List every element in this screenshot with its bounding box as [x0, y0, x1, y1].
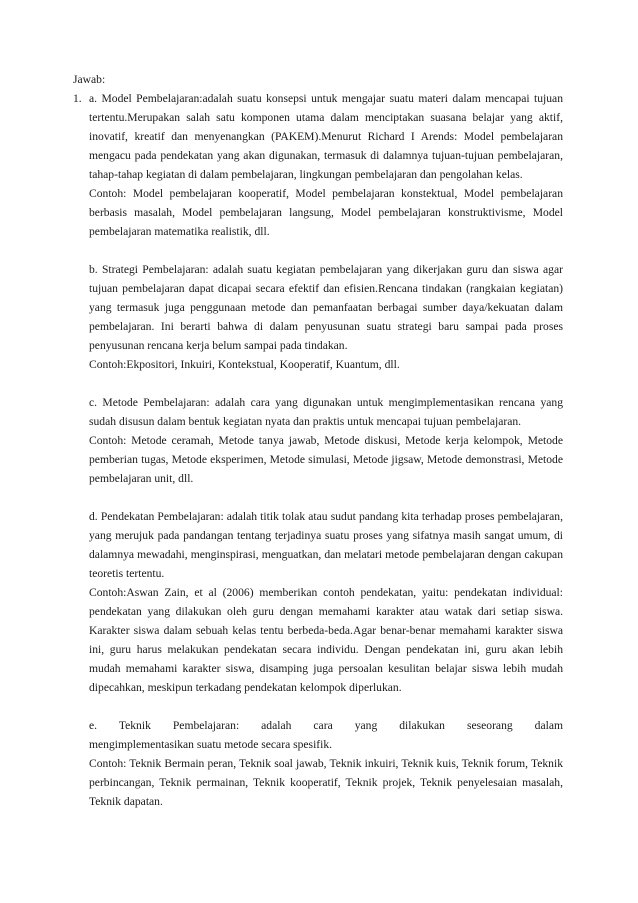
- list-number: 1.: [73, 92, 82, 105]
- section-strategi-pembelajaran: [89, 260, 563, 374]
- example-paragraph: Contoh: Model pembelajaran kooperatif, Model pembelajaran konstektual, Model pembelajaran berbasis masalah, Model pembelajaran langsung, Model pembelajaran konstruktivisme, Model pembelajaran matematika realistik, dll.: [89, 187, 563, 238]
- section-metode-pembelajaran: [89, 393, 563, 488]
- example-paragraph: Contoh: Metode ceramah, Metode tanya jawab, Metode diskusi, Metode kerja kelompok, Metode pemberian tugas, Metode eksperimen, Metode simulasi, Metode jigsaw, Metode demonstrasi, Metode pembelajaran unit, dll.: [89, 434, 563, 485]
- definition-paragraph: b. Strategi Pembelajaran: adalah suatu kegiatan pembelajaran yang dikerjakan guru dan siswa agar tujuan pembelajaran dapat dicapai secara efektif dan efisien.Rencana tindakan (rangkaian kegiatan) yang termasuk juga penggunaan metode dan pemanfaatan berbagai sumber daya/kekuatan dalam pembelajaran. Ini berarti bahwa di dalam penyusunan suatu strategi baru sampai pada proses penyusunan rencana kerja belum sampai pada tindakan.: [89, 263, 563, 352]
- answer-heading: Jawab:: [73, 73, 106, 86]
- document-body: [73, 70, 563, 811]
- example-paragraph: Contoh: Teknik Bermain peran, Teknik soal jawab, Teknik inkuiri, Teknik kuis, Teknik forum, Teknik perbincangan, Teknik permainan, Teknik kooperatif, Teknik projek, Teknik penyelesaian masalah, Teknik dapatan.: [89, 757, 563, 808]
- example-paragraph: Contoh:Aswan Zain, et al (2006) memberikan contoh pendekatan, yaitu: pendekatan individual: pendekatan yang dilakukan oleh guru dengan memahami karakter atau watak dari setiap siswa. Karakter siswa dalam sebuah kelas tentu berbeda-beda.Agar benar-benar memahami karakter siswa ini, guru harus melakukan pendekatan secara individu. Dengan pendekatan ini, guru akan lebih mudah memahami karakter siswa, disamping juga persoalan kesulitan belajar siswa lebih mudah dipecahkan, meskipun terkadang pendekatan kelompok diperlukan.: [89, 586, 563, 694]
- section-teknik-pembelajaran: [89, 716, 563, 811]
- definition-continuation: mengimplementasikan suatu metode secara spesifik.: [89, 738, 333, 751]
- definition-paragraph: d. Pendekatan Pembelajaran: adalah titik tolak atau sudut pandang kita terhadap proses pembelajaran, yang merujuk pada pandangan tentang terjadinya suatu proses yang sifatnya masih sangat umum, di dalamnya mewadahi, menginspirasi, menguatkan, dan melatari metode pembelajaran dengan cakupan teoretis tertentu.: [89, 510, 563, 580]
- section-model-pembelajaran: [89, 89, 563, 241]
- definition-paragraph: a. Model Pembelajaran:adalah suatu konsepsi untuk mengajar suatu materi dalam mencapai tujuan tertentu.Merupakan salah satu komponen utama dalam menciptakan suasana belajar yang aktif, inovatif, kreatif dan menyenangkan (PAKEM).Menurut Richard I Arends: Model pembelajaran mengacu pada pendekatan yang akan digunakan, termasuk di dalamnya tujuan-tujuan pembelajaran, tahap-tahap kegiatan di dalam pembelajaran, lingkungan pembelajaran dan pengolahan kelas.: [89, 92, 563, 181]
- definition-paragraph: c. Metode Pembelajaran: adalah cara yang digunakan untuk mengimplementasikan rencana yang sudah disusun dalam bentuk kegiatan nyata dan praktis untuk mencapai tujuan pembelajaran.: [89, 396, 563, 428]
- section-pendekatan-pembelajaran: [89, 507, 563, 697]
- answer-list-item: [73, 89, 563, 811]
- example-paragraph: Contoh:Ekpositori, Inkuiri, Kontekstual, Kooperatif, Kuantum, dll.: [89, 358, 400, 371]
- definition-paragraph: e. Teknik Pembelajaran: adalah cara yang dilakukan seseorang dalam: [89, 719, 563, 732]
